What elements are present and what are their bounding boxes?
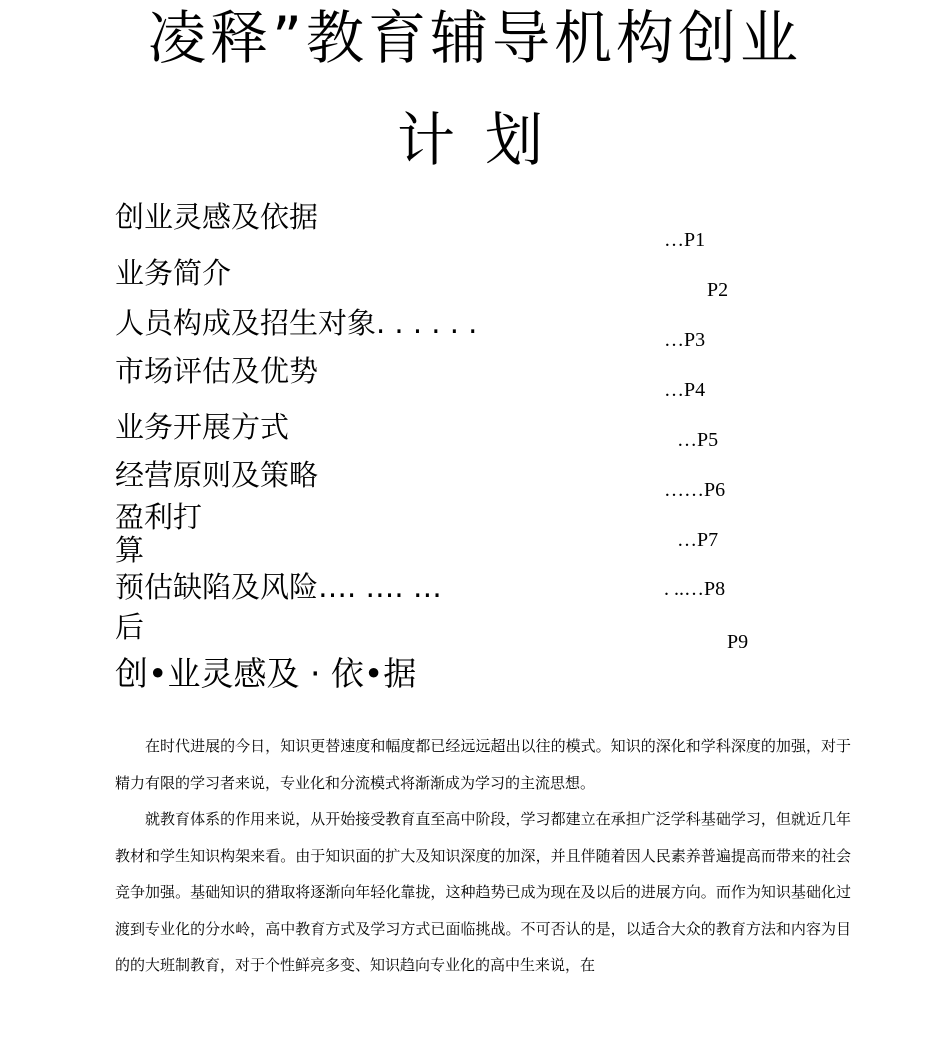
toc-item-page: . ..…P8 (664, 578, 726, 600)
toc-item-page: …P5 (677, 429, 719, 451)
toc-item-label: 经营原则及策略 (115, 458, 319, 492)
toc-item-label: 算 (115, 533, 145, 567)
toc-item-label: 市场评估及优势 (115, 354, 319, 388)
toc-item-page: P9 (727, 631, 749, 653)
toc-item-page: …P1 (664, 229, 706, 251)
toc-item-page: …P3 (664, 329, 706, 351)
toc-item-label: 业务开展方式 (115, 410, 290, 444)
toc-item-page: …P4 (664, 379, 706, 401)
section-heading: 创•业灵感及 · 依•据 (115, 654, 417, 693)
toc-item-page: P2 (707, 279, 729, 301)
toc-item-label: 创业灵感及依据 (115, 200, 319, 234)
toc-item-label: 人员构成及招生对象. . . . . . (115, 306, 478, 340)
toc-item-label: 业务简介 (115, 256, 232, 290)
toc-item-label: 盈利打 (115, 500, 203, 534)
body-paragraph: 就教育体系的作用来说，从开始接受教育直至高中阶段，学习都建立在承担广泛学科基础学习，但就近几年教材和学生知识构架来看。由于知识面的扩大及知识深度的加深，并且伴随着因人民素养普遍提高而带来的社会竞争加强。基础知识的猎取将逐渐向年轻化靠拢，这种趋势已成为现在及以后的进展方向。而作为知识基础化过渡到专业化的分水岭，高中教育方式及学习方式已面临挑战。不可否认的是，以适合大众的教育方法和内容为目的的大班制教育，对于个性鲜亮多变、知识趋向专业化的高中生来说，在 (115, 810, 851, 974)
document-title-line-2: 计划 (396, 106, 573, 174)
toc-item-label: 后 (115, 610, 145, 644)
toc-item-page: ……P6 (664, 479, 726, 501)
toc-item-label: 预估缺陷及风险…. …. … (115, 570, 442, 604)
toc-item-page: …P7 (677, 529, 719, 551)
document-title-line-1: 凌释”教育辅导机构创业 (147, 4, 803, 72)
body-paragraph: 在时代进展的今日，知识更替速度和幅度都已经远远超出以往的模式。知识的深化和学科深度的加强，对于精力有限的学习者来说，专业化和分流模式将渐渐成为学习的主流思想。 (115, 737, 851, 792)
